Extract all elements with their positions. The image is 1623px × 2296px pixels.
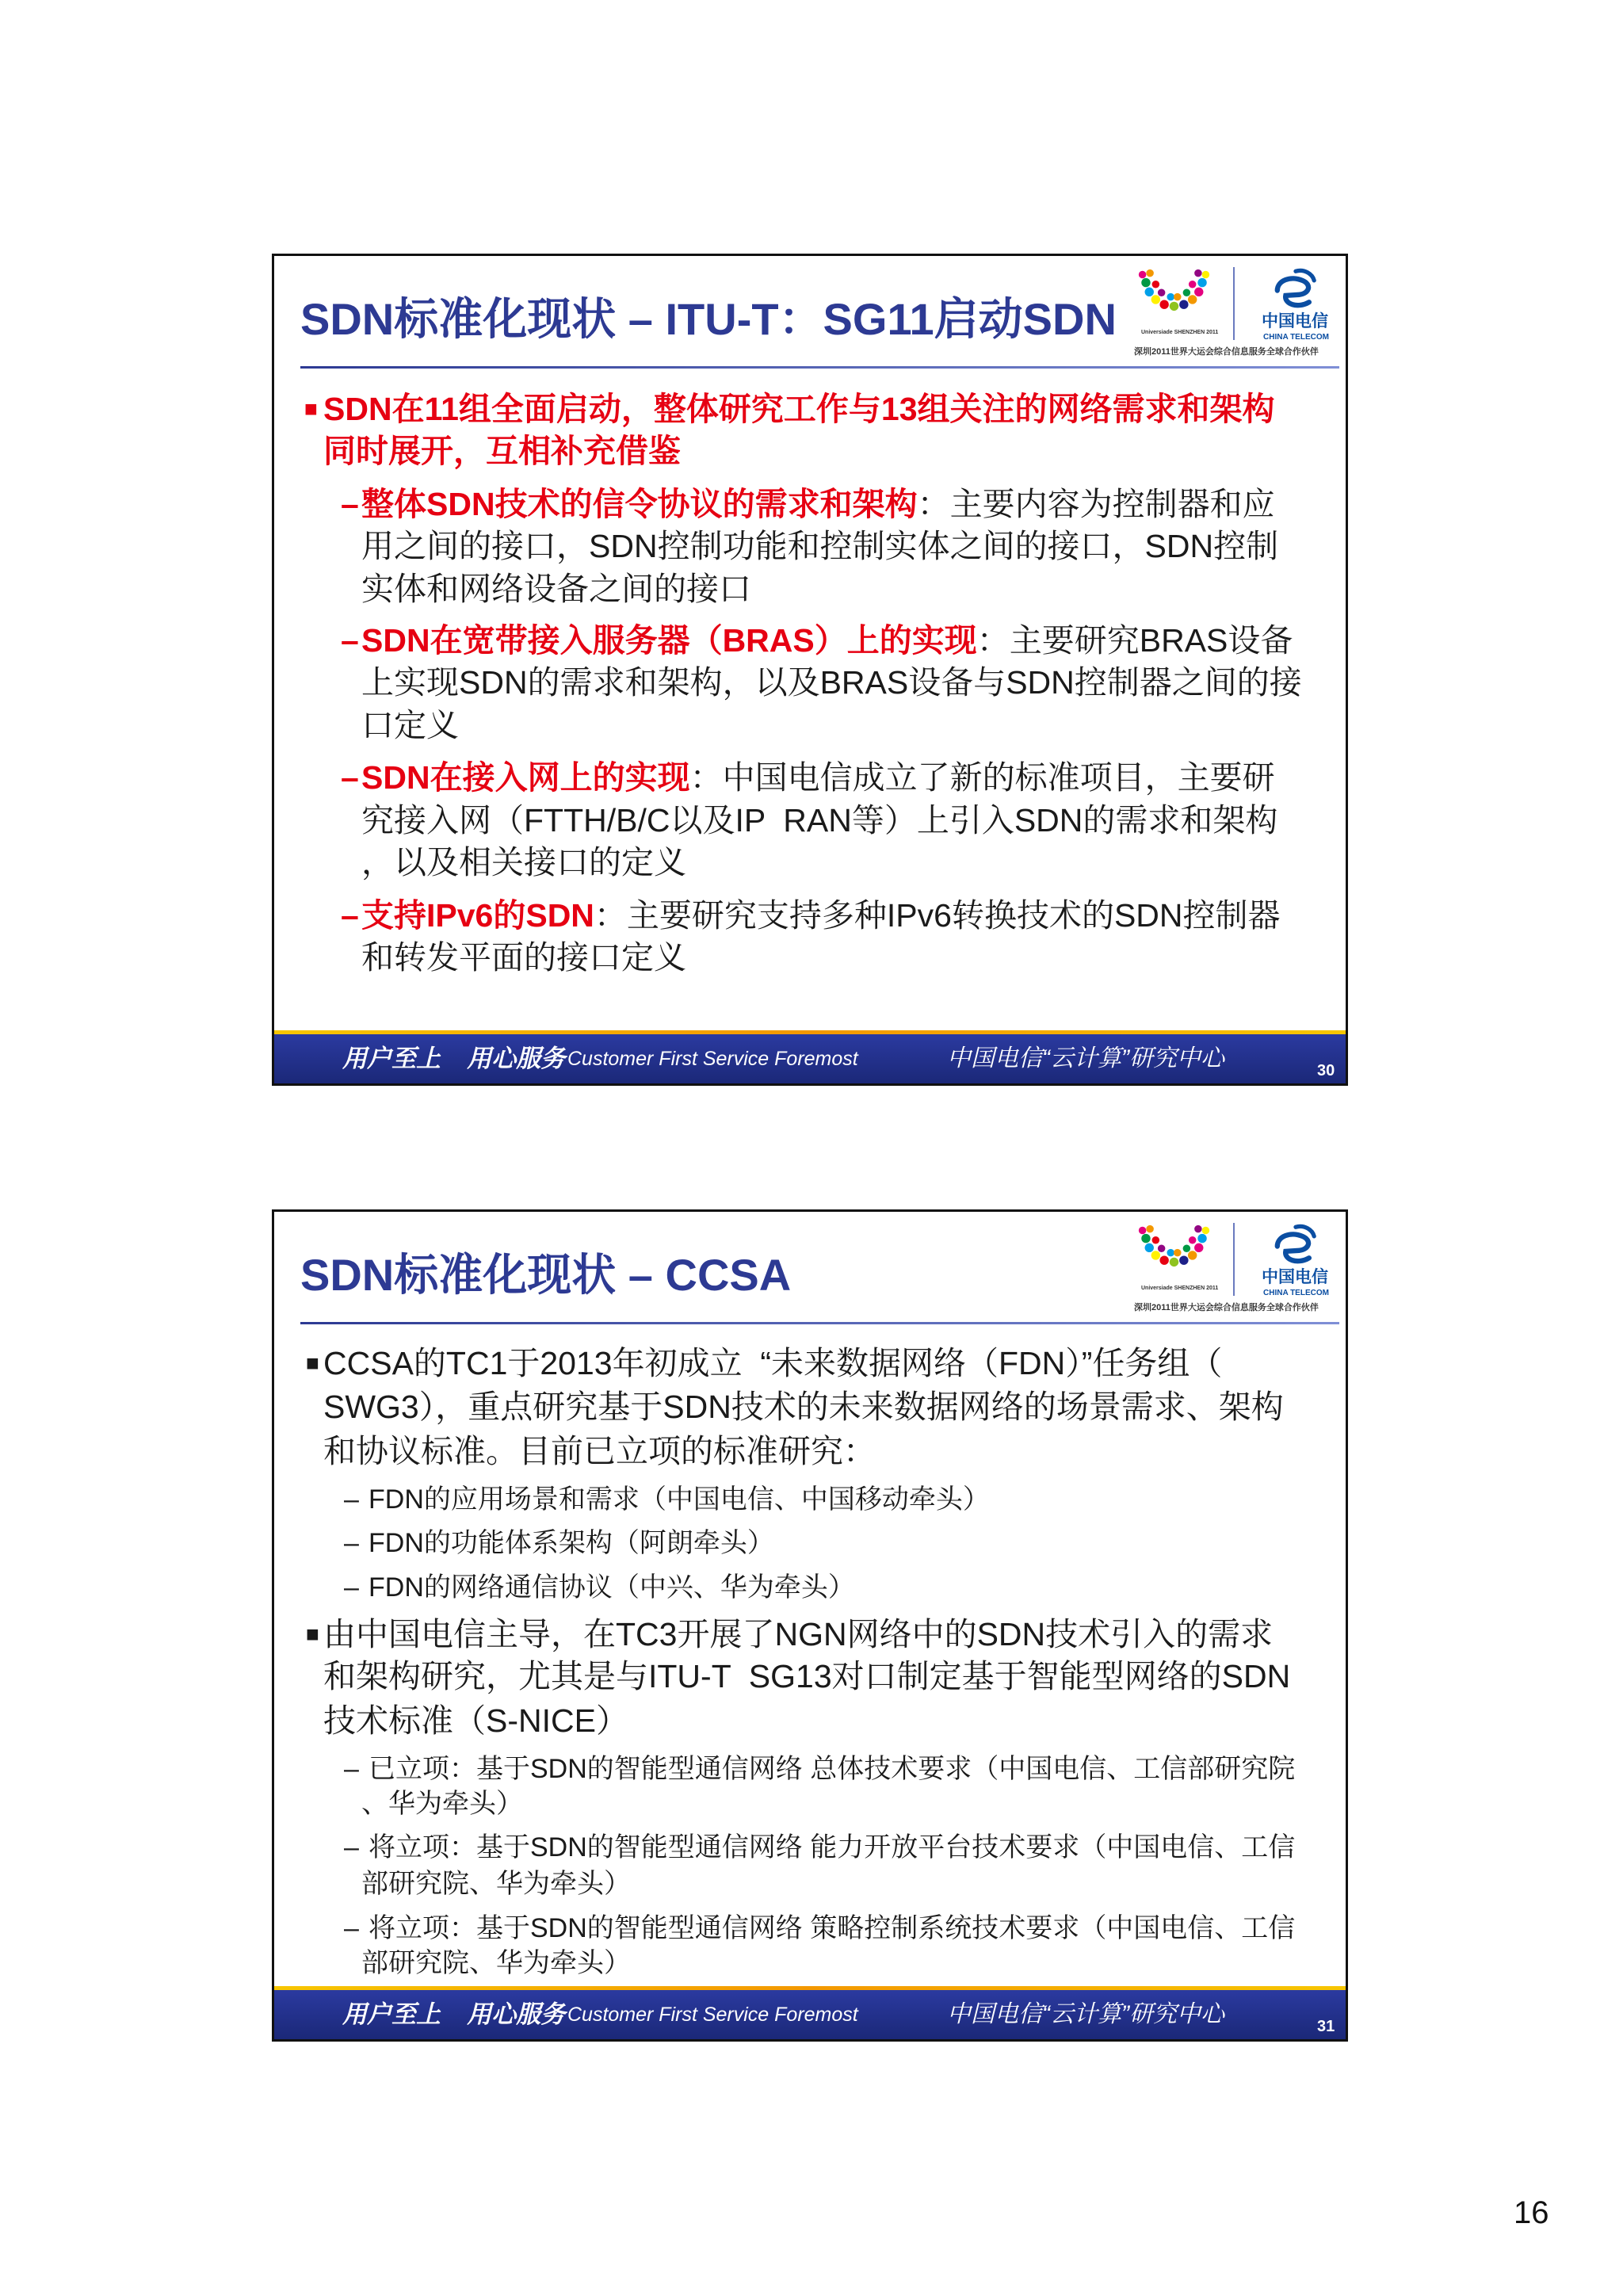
sub-bullet-text: ：主要研究支持多种IPv6转换技术的SDN控制器 [594,897,1281,934]
sub-bullet-marker: – [344,1528,359,1558]
sub-bullet-line [361,894,1281,937]
footer-slogan-en: Customer First Service Foremost [567,1048,858,1070]
footer-org: 中国电信“云计算”研究中心 [947,2001,1224,2027]
slide-title: SDN标准化现状 – CCSA [300,1250,792,1300]
sub-bullet-line: 口定义 [361,707,459,743]
sub-bullet-marker: – [341,622,359,659]
sub-bullet-marker: – [341,897,359,934]
bullet-line: 技术标准（S-NICE） [323,1702,628,1739]
sub-bullet-line: 和转发平面的接口定义 [361,939,686,976]
sub-bullet-line: ，以及相关接口的定义 [361,844,686,881]
sub-bullet-line: 、华为牵头） [361,1789,523,1819]
sub-bullet-line: 部研究院、华为牵头） [361,1948,631,1978]
bullet-line: CCSA的TC1于2013年初成立 “未来数据网络（FDN）”任务组（ [323,1345,1223,1381]
sub-bullet-marker: – [344,1913,359,1943]
universiade-logo-icon [1136,1223,1212,1283]
slide-footer [274,1990,1346,2039]
sub-bullet-marker: – [344,1754,359,1784]
sub-bullet-line: 用之间的接口，SDN控制功能和控制实体之间的接口，SDN控制 [361,528,1279,564]
sub-bullet-line: FDN的应用场景和需求（中国电信、中国移动牵头） [369,1484,990,1515]
bullet-line: 由中国电信主导，在TC3开展了NGN网络中的SDN技术引入的需求 [323,1616,1274,1652]
sub-bullet-text: ：主要内容为控制器和应 [917,486,1275,522]
bullet-marker: ■ [306,1350,319,1375]
universiade-text: Universiade SHENZHEN 2011 [1141,330,1219,335]
china-telecom-logo-icon [1270,267,1322,313]
sub-bullet-line: 部研究院、华为牵头） [361,1869,631,1899]
logo-caption: 深圳2011世界大运会综合信息服务全球合作伙伴 [1134,347,1319,357]
bullet-marker: ■ [306,1622,319,1646]
bullet-line: 同时展开，互相补充借鉴 [323,433,681,469]
sub-bullet-line: FDN的网络通信协议（中兴、华为牵头） [369,1572,855,1603]
slide-number: 31 [1317,2018,1335,2035]
logo-separator [1233,1223,1235,1296]
sub-bullet-line: FDN的功能体系架构（阿朗牵头） [369,1528,774,1558]
sub-bullet-text: ：主要研究BRAS设备 [976,622,1293,659]
slide-30 [272,254,1348,1086]
sub-bullet-line [361,756,1275,799]
universiade-logo-icon [1136,267,1212,327]
sub-bullet-line: 实体和网络设备之间的接口 [361,571,751,607]
slide-title: SDN标准化现状 – ITU-T：SG11启动SDN [300,294,1117,344]
footer-org: 中国电信“云计算”研究中心 [947,1045,1224,1072]
china-telecom-brand-en: CHINA TELECOM [1263,333,1329,342]
slide-31 [272,1209,1348,2042]
page-number: 16 [1514,2195,1549,2230]
bullet-line: 和架构研究，尤其是与ITU-T SG13对口制定基于智能型网络的SDN [323,1658,1291,1694]
sub-bullet-label: 整体SDN技术的信令协议的需求和架构 [361,486,918,522]
sub-bullet-line: 上实现SDN的需求和架构，以及BRAS设备与SDN控制器之间的接 [361,664,1302,701]
universiade-text: Universiade SHENZHEN 2011 [1141,1286,1219,1291]
sub-bullet-label: SDN在宽带接入服务器（BRAS）上的实现 [361,622,977,659]
footer-slogan-cn: 用户至上 用心服务 [342,1045,566,1072]
sub-bullet-text: ：中国电信成立了新的标准项目，主要研 [689,759,1275,796]
china-telecom-brand-cn: 中国电信 [1262,312,1328,330]
sub-bullet-line [361,483,1275,525]
bullet-line: 和协议标准。目前已立项的标准研究： [323,1433,876,1469]
sub-bullet-marker: – [341,759,359,796]
sub-bullet-marker: – [341,486,359,522]
sub-bullet-line: 将立项：基于SDN的智能型通信网络 策略控制系统技术要求（中国电信、工信 [369,1913,1296,1943]
sub-bullet-marker: – [344,1572,359,1603]
sub-bullet-label: 支持IPv6的SDN [361,897,594,934]
title-underline [300,1322,1339,1324]
sub-bullet-line: 将立项：基于SDN的智能型通信网络 能力开放平台技术要求（中国电信、工信 [369,1832,1296,1862]
sub-bullet-line: 已立项：基于SDN的智能型通信网络 总体技术要求（中国电信、工信部研究院 [369,1754,1296,1784]
footer-slogan-en: Customer First Service Foremost [567,2004,858,2026]
sub-bullet-marker: – [344,1832,359,1862]
sub-bullet-label: SDN在接入网上的实现 [361,759,690,796]
bullet-line: SWG3），重点研究基于SDN技术的未来数据网络的场景需求、架构 [323,1389,1284,1425]
slide-footer [274,1034,1346,1083]
bullet-marker: ■ [304,396,318,421]
logo-caption: 深圳2011世界大运会综合信息服务全球合作伙伴 [1134,1303,1319,1312]
bullet-line: SDN在11组全面启动，整体研究工作与13组关注的网络需求和架构 [323,391,1275,427]
title-underline [300,366,1339,369]
logo-separator [1233,267,1235,340]
slide-number: 30 [1317,1062,1335,1079]
footer-slogan-cn: 用户至上 用心服务 [342,2000,566,2028]
china-telecom-brand-cn: 中国电信 [1262,1268,1328,1286]
china-telecom-brand-en: CHINA TELECOM [1263,1289,1329,1297]
china-telecom-logo-icon [1270,1223,1322,1269]
sub-bullet-line: 究接入网（FTTH/B/C以及IP RAN等）上引入SDN的需求和架构 [361,802,1278,839]
sub-bullet-line [361,619,1293,662]
sub-bullet-marker: – [344,1484,359,1515]
